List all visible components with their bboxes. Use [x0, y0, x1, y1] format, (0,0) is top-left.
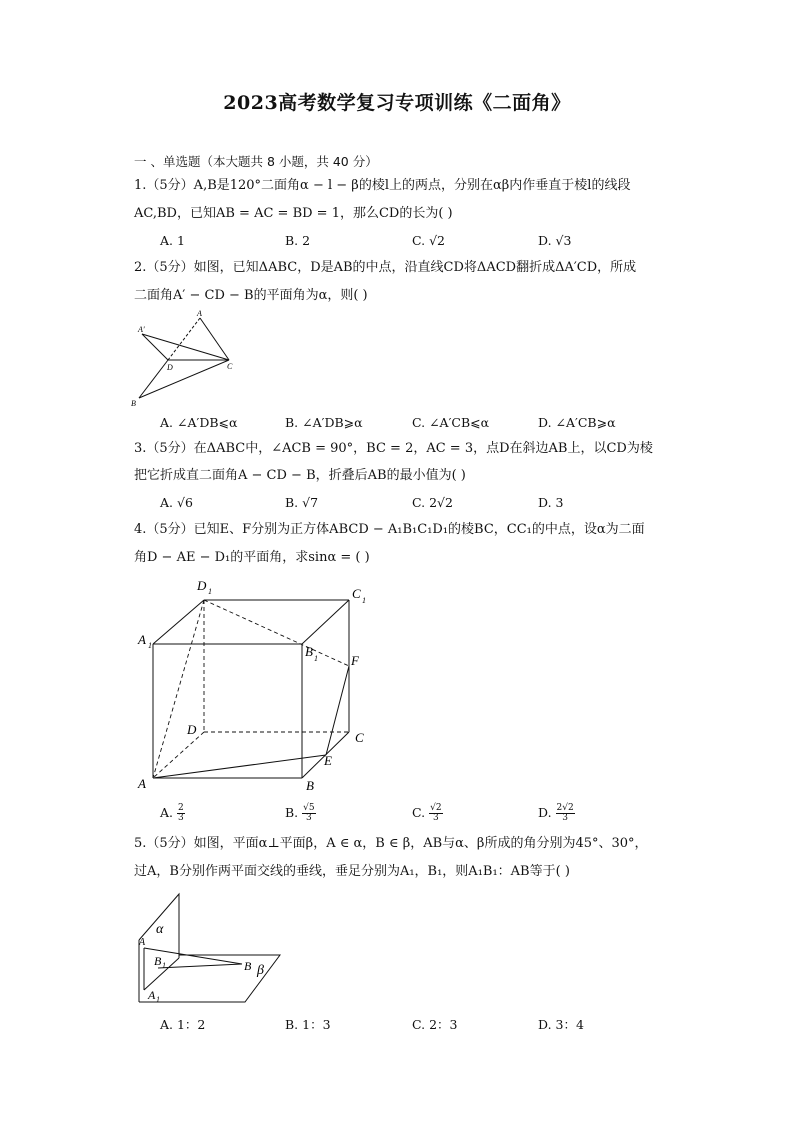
- question-3-line-1: 3.（5分）在ΔABC中，∠ACB = 90°，BC = 2，AC = 3，点D在斜边AB上，以CD为棱: [134, 441, 653, 456]
- q4-option-a-fraction: $\frac{2}{3}$: [178, 803, 184, 823]
- cube-label-b1-subscript: 1: [314, 654, 318, 663]
- fig5-label-a1: A: [148, 988, 156, 1002]
- q1-option-d[interactable]: D. √3: [538, 233, 572, 248]
- q3-option-d[interactable]: D. 3: [538, 495, 564, 510]
- cube-label-d1-subscript: 1: [208, 587, 212, 596]
- q4-option-c-letter: C.: [412, 805, 426, 820]
- fig2-label-a: A: [197, 309, 202, 318]
- fig5-label-a1-subscript: 1: [156, 995, 160, 1004]
- fig5-label-b: B: [244, 959, 252, 973]
- q4-option-c-fraction: $\frac{√2}{3}$: [430, 803, 442, 823]
- cube-label-d: D: [187, 722, 197, 737]
- cube-label-d1: D: [197, 578, 207, 593]
- fig2-label-b: B: [131, 399, 136, 408]
- cube-label-a1: A: [138, 632, 146, 647]
- q5-option-c[interactable]: C. 2：3: [412, 1017, 458, 1032]
- cube-label-c1: C: [352, 586, 361, 601]
- cube-edge-da-dashed: [153, 732, 204, 778]
- q3-option-a[interactable]: A. √6: [160, 495, 193, 510]
- cube-label-b1: B: [305, 644, 313, 659]
- question-1-line-2: AC,BD，已知AB = AC = BD = 1，那么CD的长为( ): [134, 206, 453, 221]
- cube-label-b: B: [306, 778, 314, 793]
- fig2-label-d: D: [167, 363, 173, 372]
- q4-option-a[interactable]: [160, 804, 185, 823]
- question-5-planes-figure: [130, 888, 290, 1008]
- q1-option-a[interactable]: A. 1: [160, 233, 185, 248]
- q4-option-b-fraction: $\frac{√5}{3}$: [303, 803, 315, 823]
- q4-option-b[interactable]: [285, 804, 316, 823]
- question-2-line-2: 二面角A′ − CD − B的平面角为α，则( ): [134, 288, 368, 303]
- q2-option-c[interactable]: C. ∠A′CB⩽α: [412, 415, 490, 430]
- fig2-line-bc: [139, 360, 229, 398]
- section-heading: 一 、单选题（本大题共 8 小题，共 40 分）: [134, 154, 378, 169]
- question-5-line-2: 过A，B分别作两平面交线的垂线，垂足分别为A₁，B₁，则A₁B₁：AB等于( ): [134, 864, 570, 879]
- q5-option-a[interactable]: A. 1：2: [160, 1017, 206, 1032]
- q4-option-b-letter: B.: [285, 805, 299, 820]
- q2-option-b[interactable]: B. ∠A′DB⩾α: [285, 415, 363, 430]
- fig2-label-c: C: [227, 362, 233, 371]
- question-5-line-1: 5.（5分）如图，平面α⊥平面β，A ∈ α，B ∈ β，AB与α、β所成的角分别为45°、30°，: [134, 836, 648, 851]
- q4-option-d[interactable]: [538, 804, 575, 823]
- cube-label-c1-subscript: 1: [362, 596, 366, 605]
- page-title: 2023高考数学复习专项训练《二面角》: [223, 92, 571, 114]
- question-2-line-1: 2.（5分）如图，已知ΔABC，D是AB的中点，沿直线CD将ΔACD翻折成ΔA′CD，所成: [134, 260, 637, 275]
- fig5-label-b1-subscript: 1: [162, 961, 166, 970]
- q3-option-c[interactable]: C. 2√2: [412, 495, 453, 510]
- cube-label-a1-subscript: 1: [148, 641, 152, 650]
- question-4-line-2: 角D − AE − D₁的平面角，求sinα = ( ): [134, 550, 370, 565]
- q5-option-b[interactable]: B. 1：3: [285, 1017, 331, 1032]
- cube-line-d1a-dashed: [153, 600, 204, 778]
- fig5-label-b1: B: [154, 954, 162, 968]
- q2-option-d[interactable]: D. ∠A′CB⩾α: [538, 415, 616, 430]
- q4-option-c[interactable]: [412, 804, 443, 823]
- q4-option-d-letter: D.: [538, 805, 552, 820]
- question-3-line-2: 把它折成直二面角A − CD − B，折叠后AB的最小值为( ): [134, 468, 466, 483]
- question-4-line-1: 4.（5分）已知E、F分别为正方体ABCD − A₁B₁C₁D₁的棱BC，CC₁的中点，设α为二面: [134, 522, 645, 537]
- fig5-label-a: A: [139, 937, 146, 948]
- q1-option-c[interactable]: C. √2: [412, 233, 445, 248]
- cube-line-d1f-dashed: [204, 600, 349, 666]
- fig2-line-ac: [200, 318, 229, 360]
- question-4-cube-figure: [130, 572, 380, 800]
- fig2-label-a-prime: A′: [138, 325, 145, 334]
- q4-option-a-letter: A.: [160, 805, 174, 820]
- cube-line-ae: [153, 755, 326, 778]
- fig5-label-alpha: α: [156, 922, 164, 937]
- q5-option-d[interactable]: D. 3：4: [538, 1017, 584, 1032]
- cube-line-ef: [326, 666, 349, 755]
- cube-label-f: F: [351, 653, 359, 668]
- question-2-figure: [130, 308, 240, 408]
- q4-option-d-fraction: $\frac{2√2}{3}$: [556, 803, 574, 823]
- q3-option-b[interactable]: B. √7: [285, 495, 319, 510]
- question-1-line-1: 1.（5分）A,B是120°二面角α − l − β的棱l上的两点，分别在αβ内作垂直于棱l的线段: [134, 178, 631, 193]
- cube-edge-a1d1: [153, 600, 204, 644]
- cube-label-a: A: [138, 776, 146, 791]
- fig5-label-beta: β: [257, 963, 264, 978]
- cube-label-c: C: [355, 730, 364, 745]
- fig2-line-ad-dashed: [168, 318, 200, 360]
- q1-option-b[interactable]: B. 2: [285, 233, 311, 248]
- q2-option-a[interactable]: A. ∠A′DB⩽α: [160, 415, 238, 430]
- cube-label-e: E: [324, 753, 332, 768]
- cube-edge-c1b1: [302, 600, 349, 644]
